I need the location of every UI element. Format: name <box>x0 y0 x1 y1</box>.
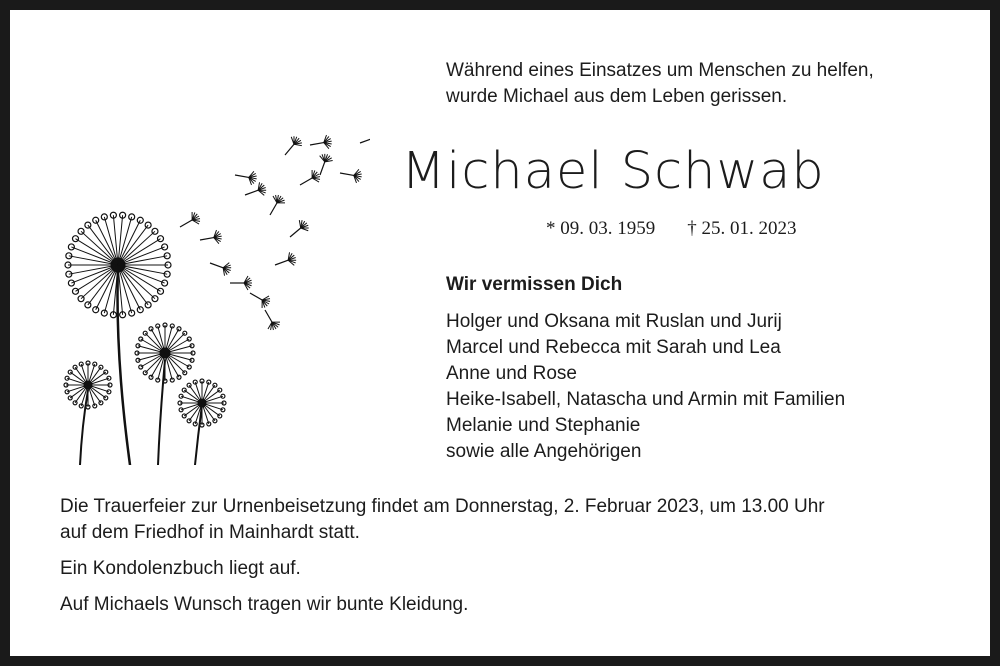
funeral-line-2: auf dem Friedhof in Mainhardt statt. <box>60 522 360 543</box>
intro-line-2: wurde Michael aus dem Leben gerissen. <box>446 86 788 107</box>
clothing-note: Auf Michaels Wunsch tragen wir bunte Kleidung. <box>60 594 469 615</box>
family-line: Marcel und Rebecca mit Sarah und Lea <box>446 337 781 358</box>
condolence-book-note: Ein Kondolenzbuch liegt auf. <box>60 558 301 579</box>
family-line: Holger und Oksana mit Ruslan und Jurij <box>446 311 782 332</box>
intro-line-1: Während eines Einsatzes um Menschen zu helfen, <box>446 60 874 81</box>
life-dates <box>546 218 797 240</box>
family-line: sowie alle Angehörigen <box>446 441 642 462</box>
obituary-card <box>10 10 990 656</box>
funeral-info <box>60 494 825 618</box>
family-list <box>446 309 845 465</box>
family-line: Heike-Isabell, Natascha und Armin mit Familien <box>446 389 846 410</box>
birth-date: * 09. 03. 1959 <box>546 218 656 239</box>
family-line: Anne und Rose <box>446 363 577 384</box>
death-date: † 25. 01. 2023 <box>687 218 797 239</box>
funeral-line-1: Die Trauerfeier zur Urnenbeisetzung findet am Donnerstag, 2. Februar 2023, um 13.00 Uhr <box>60 496 825 517</box>
intro-text <box>446 58 874 110</box>
family-line: Melanie und Stephanie <box>446 415 641 436</box>
miss-heading: Wir vermissen Dich <box>446 274 623 295</box>
deceased-name: Michael Schwab <box>401 142 825 201</box>
